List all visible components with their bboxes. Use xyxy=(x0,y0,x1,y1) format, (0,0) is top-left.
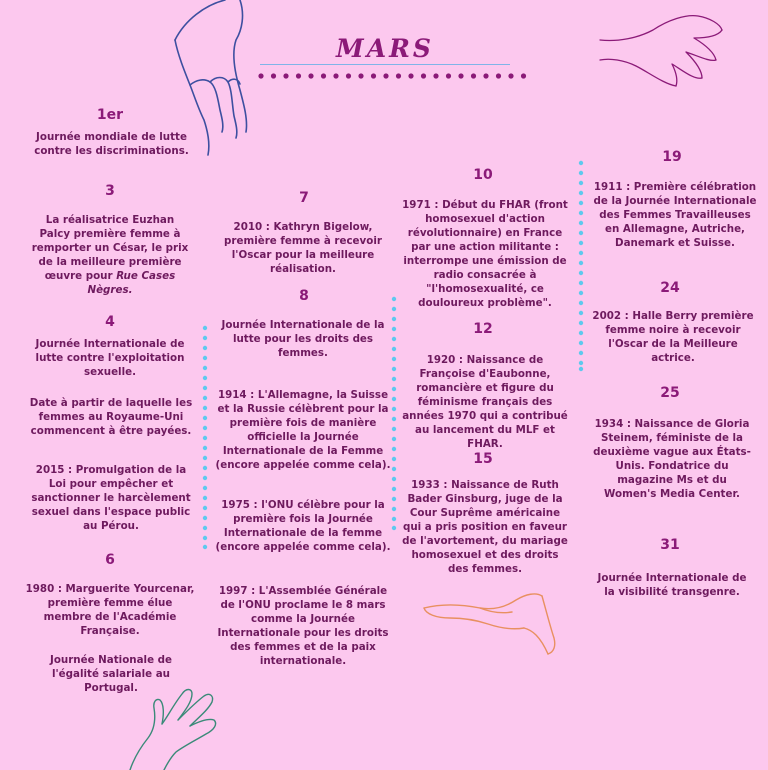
day-8-event-1: Journée Internationale de la lutte pour les droits des femmes. xyxy=(221,319,385,359)
day-7-event: 2010 : Kathryn Bigelow, première femme à recevoir l'Oscar pour la meilleure réalisation. xyxy=(224,221,382,275)
day-31-label: 31 xyxy=(660,537,680,553)
day-10-label: 10 xyxy=(473,167,493,183)
day-1-event: Journée mondiale de lutte contre les discriminations. xyxy=(34,131,189,157)
title-dots-divider xyxy=(258,72,528,80)
day-8-event-3: 1975 : l'ONU célèbre pour la première fois la Journée Internationale de la femme (encore appelée comme cela). xyxy=(215,499,391,553)
divider-dots-1 xyxy=(202,325,208,550)
day-4-event-1: Journée Internationale de lutte contre l'exploitation sexuelle. xyxy=(35,338,185,378)
day-19-label: 19 xyxy=(662,149,682,165)
day-19-event: 1911 : Première célébration de la Journée Internationale des Femmes Travailleuses en Allemagne, Autriche, Danemark et Suisse. xyxy=(593,181,757,249)
day-7-label: 7 xyxy=(299,190,309,206)
day-4-event-2: Date à partir de laquelle les femmes au Royaume-Uni commencent à être payées. xyxy=(29,397,193,437)
title-underline xyxy=(260,64,510,65)
day-31-event: Journée Internationale de la visibilité transgenre. xyxy=(597,572,747,598)
day-15-label: 15 xyxy=(473,451,493,467)
day-24-event: 2002 : Halle Berry première femme noire à recevoir l'Oscar de la Meilleure actrice. xyxy=(592,310,754,364)
day-6-event-1: 1980 : Marguerite Yourcenar, première femme élue membre de l'Académie Française. xyxy=(25,583,195,637)
day-3-event xyxy=(30,213,190,297)
day-3-label: 3 xyxy=(105,183,115,199)
day-25-event: 1934 : Naissance de Gloria Steinem, féministe de la deuxième vague aux États-Unis. Fondatrice du magazine Ms et du Women's Media Center. xyxy=(593,418,751,500)
day-15-event: 1933 : Naissance de Ruth Bader Ginsburg, juge de la Cour Suprême américaine qui a pris position en faveur de l'avortement, du mariage homosexuel et des droits des femmes. xyxy=(402,479,568,575)
hand-top-right-icon xyxy=(598,10,728,90)
day-3-event-text: La réalisatrice Euzhan Palcy première femme à remporter un César, le prix de la meilleure première œuvre pour xyxy=(31,214,189,282)
day-4-label: 4 xyxy=(105,314,115,330)
page-title: MARS xyxy=(336,34,434,63)
day-1-label: 1er xyxy=(96,107,124,123)
day-8-event-2: 1914 : L'Allemagne, la Suisse et la Russie célèbrent pour la première fois de manière officielle la Journée Internationale de la Femme (encore appelée comme cela). xyxy=(215,389,391,471)
divider-dots-3 xyxy=(578,160,584,372)
day-25-label: 25 xyxy=(660,385,680,401)
day-6-label: 6 xyxy=(105,552,115,568)
day-12-event: 1920 : Naissance de Françoise d'Eaubonne, romancière et figure du féminisme français des années 1970 qui a contribué au lancement du MLF et FHAR. xyxy=(402,354,568,450)
day-3-film-title: Rue Cases Nègres. xyxy=(87,270,176,296)
day-24-label: 24 xyxy=(660,280,680,296)
hand-middle-orange-icon xyxy=(420,590,560,660)
day-12-label: 12 xyxy=(473,321,493,337)
day-8-event-4: 1997 : L'Assemblée Générale de l'ONU proclame le 8 mars comme la Journée Internationale pour les droits des femmes et de la paix internationale. xyxy=(217,585,389,667)
day-4-event-3: 2015 : Promulgation de la Loi pour empêcher et sanctionner le harcèlement sexuel dans l'espace public au Pérou. xyxy=(31,464,191,532)
day-6-event-2: Journée Nationale de l'égalité salariale au Portugal. xyxy=(49,654,173,694)
day-10-event: 1971 : Début du FHAR (front homosexuel d'action révolutionnaire) en France par une action militante : interrompe une émission de radio consacrée à "l'homosexualité, ce douloureux problème". xyxy=(402,199,568,309)
day-8-label: 8 xyxy=(299,288,309,304)
